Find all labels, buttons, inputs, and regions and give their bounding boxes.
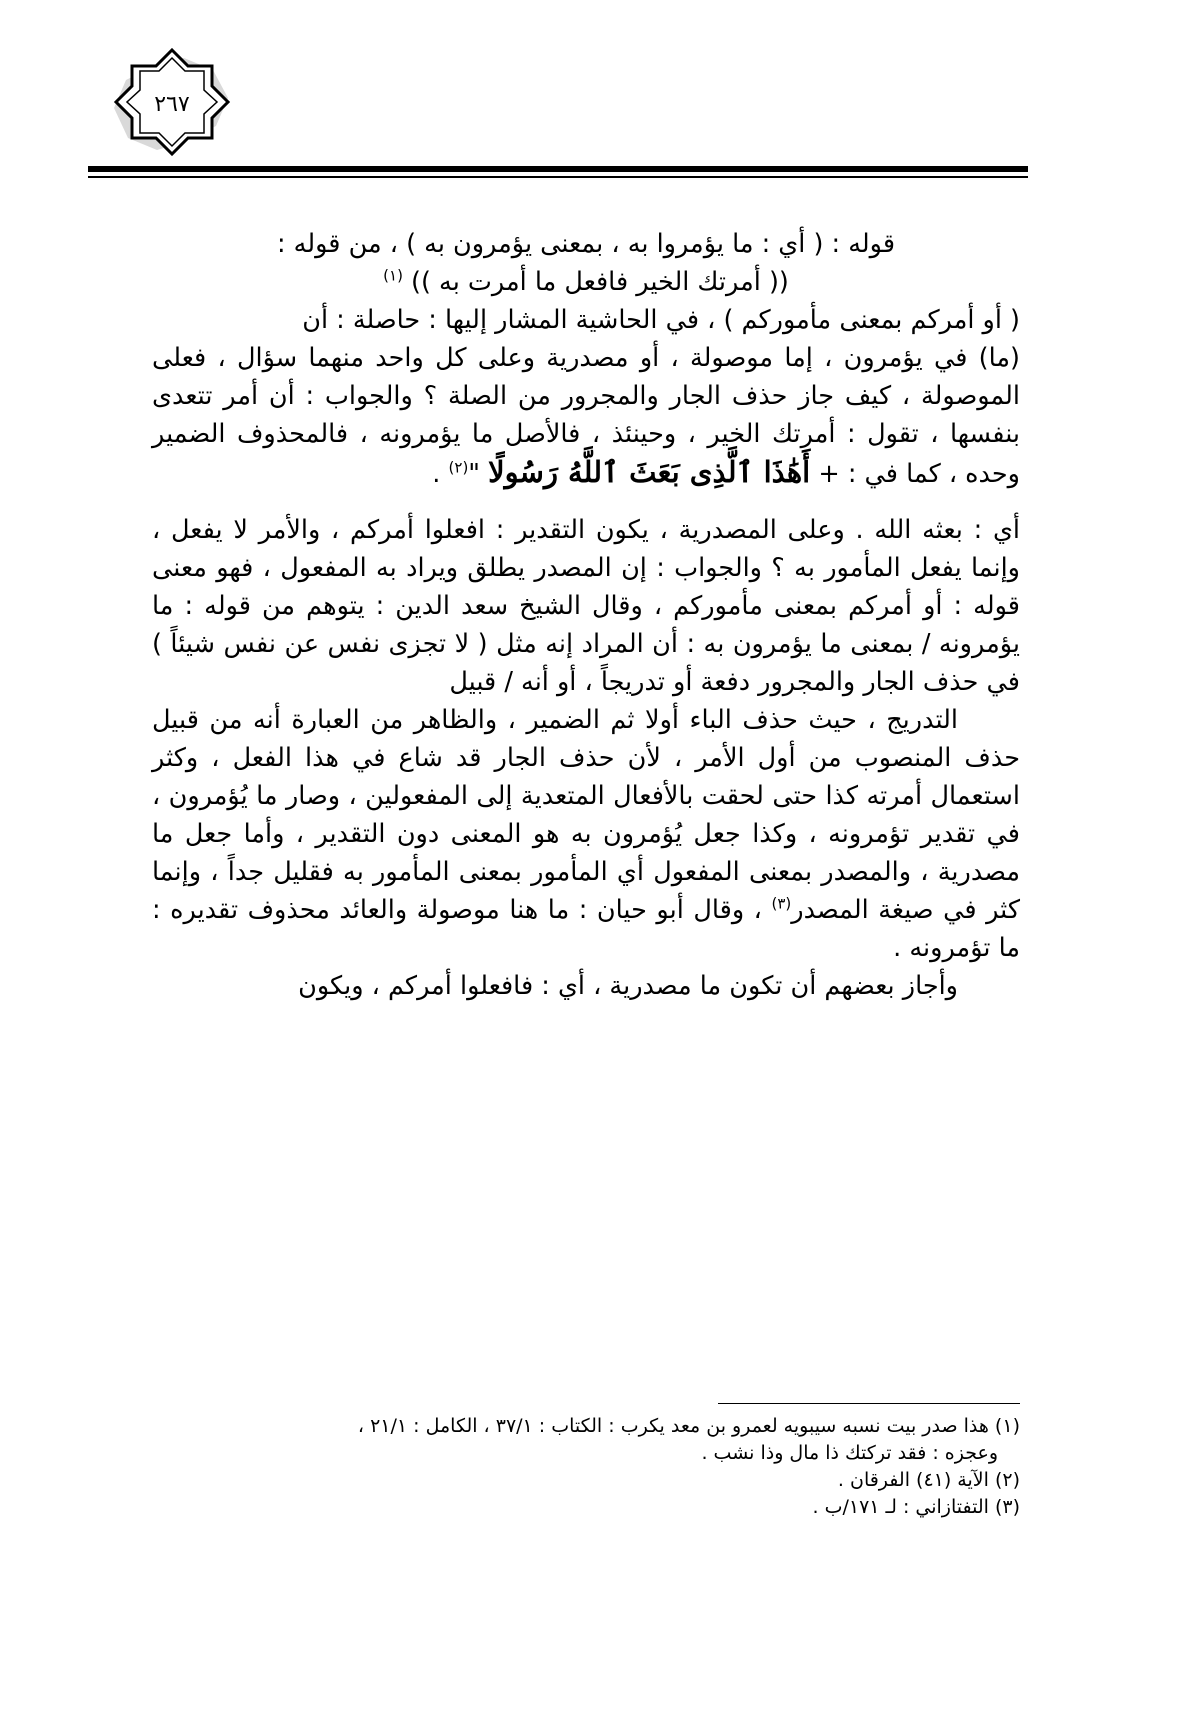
footnote: (٢) الآية (٤١) الفرقان . bbox=[837, 1469, 1020, 1491]
paragraph bbox=[152, 339, 1020, 493]
verse-line bbox=[152, 263, 1020, 301]
paragraph: قوله : ( أي : ما يؤمروا به ، بمعنى يؤمرون به ) ، من قوله : bbox=[276, 229, 896, 259]
footnote-mark: (٢) bbox=[448, 458, 469, 477]
footnote-rule bbox=[718, 1403, 1020, 1404]
quran-verse: أَهَٰذَا ٱلَّذِى بَعَثَ ٱللَّهُ رَسُولًا bbox=[488, 455, 811, 489]
quote-close: " bbox=[468, 459, 481, 489]
paragraph-text: (ما) في يؤمرون ، إما موصولة ، أو مصدرية وعلى كل واحد منهما سؤال ، فعلى الموصولة ، كيف جاز حذف الجار والمجرور من الصلة ؟ والجواب : أن أمر تتعدى بنفسها ، تقول : أمرتك الخير ، وحينئذ ، فالأصل ما يؤمرونه ، فالمحذوف الضمير وحده ، كما في : + bbox=[152, 343, 1020, 489]
footnotes bbox=[152, 1413, 1020, 1521]
spacer bbox=[152, 493, 1020, 511]
paragraph-text: ، وقال أبو حيان : ما هنا موصولة والعائد محذوف تقديره : ما تؤمرونه . bbox=[152, 895, 1020, 963]
footnote: (٣) التفتازاني : لـ ١٧١/ب . bbox=[812, 1496, 1020, 1518]
paragraph bbox=[152, 701, 1020, 967]
footnote: (١) هذا صدر بيت نسبه سيبويه لعمرو بن معد يكرب : الكتاب : ٣٧/١ ، الكامل : ٢١/١ ، bbox=[357, 1415, 1020, 1437]
paragraph: أي : بعثه الله . وعلى المصدرية ، يكون التقدير : افعلوا أمركم ، والأمر لا يفعل ، وإنما يفعل المأمور به ؟ والجواب : إن المصدر يطلق ويراد به المفعول ، فهو معنى قوله : أو أمركم بمعنى مأموركم ، وقال الشيخ سعد الدين : يتوهم من قوله : ما يؤمرونه / بمعنى ما يؤمرون به : أن المراد إنه مثل ( لا تجزى نفس عن نفس شيئاً ) في حذف الجار والمجرور دفعة أو تدريجاً ، أو أنه / قبيل bbox=[152, 515, 1020, 697]
verse-text: (( أمرتك الخير فافعل ما أمرت به )) bbox=[411, 267, 789, 297]
header-rule-thick bbox=[88, 166, 1028, 172]
paragraph: ( أو أمركم بمعنى مأموركم ) ، في الحاشية المشار إليها : حاصلة : أن bbox=[302, 305, 1020, 335]
main-text bbox=[152, 225, 1020, 1005]
page-number-badge bbox=[104, 46, 240, 162]
footnote-mark: (٣) bbox=[771, 894, 792, 913]
full-stop: . bbox=[432, 459, 441, 489]
page-number: ٢٦٧ bbox=[154, 91, 190, 117]
footnote-mark: (١) bbox=[383, 266, 403, 285]
header-rule-thin bbox=[88, 176, 1028, 178]
paragraph-text: التدريج ، حيث حذف الباء أولا ثم الضمير ، والظاهر من العبارة أنه من قبيل حذف المنصوب من أول الأمر ، لأن حذف الجار قد شاع في هذا الفعل ، وكثر استعمال أمرته كذا حتى لحقت بالأفعال المتعدية إلى المفعولين ، وصار ما يُؤمرون ، في تقدير تؤمرونه ، وكذا جعل يُؤمرون به هو المعنى دون التقدير ، وأما جعل ما مصدرية ، والمصدر بمعنى المفعول أي المأمور بمعنى المأمور به فقليل جداً ، وإنما كثر في صيغة المصدر bbox=[152, 705, 1020, 925]
paragraph: وأجاز بعضهم أن تكون ما مصدرية ، أي : فافعلوا أمركم ، ويكون bbox=[298, 971, 958, 1001]
footnote-continuation: وعجزه : فقد تركتك ذا مال وذا نشب . bbox=[701, 1442, 998, 1464]
